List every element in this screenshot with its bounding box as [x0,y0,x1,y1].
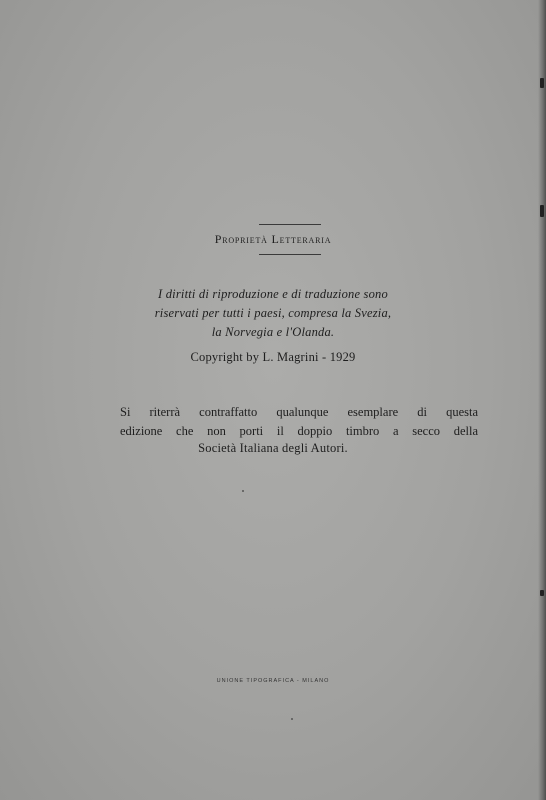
page-edge-mark [540,205,544,217]
counterfeit-line-3: Società Italiana degli Autori. [198,441,348,455]
printer-imprint: UNIONE TIPOGRAFICA - MILANO [216,678,330,684]
counterfeit-line-2: edizione che non porti il doppio timbro a secco della [120,424,478,438]
copyright-line: Copyright by L. Magrini - 1929 [190,350,356,364]
top-rule [259,224,321,225]
rights-line-1: I diritti di riproduzione e di traduzione sono [158,287,388,301]
paper-speck [291,718,293,720]
page-edge-mark [540,590,544,596]
bottom-rule [259,254,321,255]
property-heading: Proprietà Letteraria [214,232,332,246]
page-edge-mark [540,78,544,88]
rights-line-2: riservati per tutti i paesi, compresa la Svezia, [154,306,392,320]
rights-line-3: la Norvegia e l'Olanda. [211,325,335,339]
paper-speck [242,490,244,492]
counterfeit-line-1: Si riterrà contraffatto qualunque esemplare di questa [120,405,478,419]
